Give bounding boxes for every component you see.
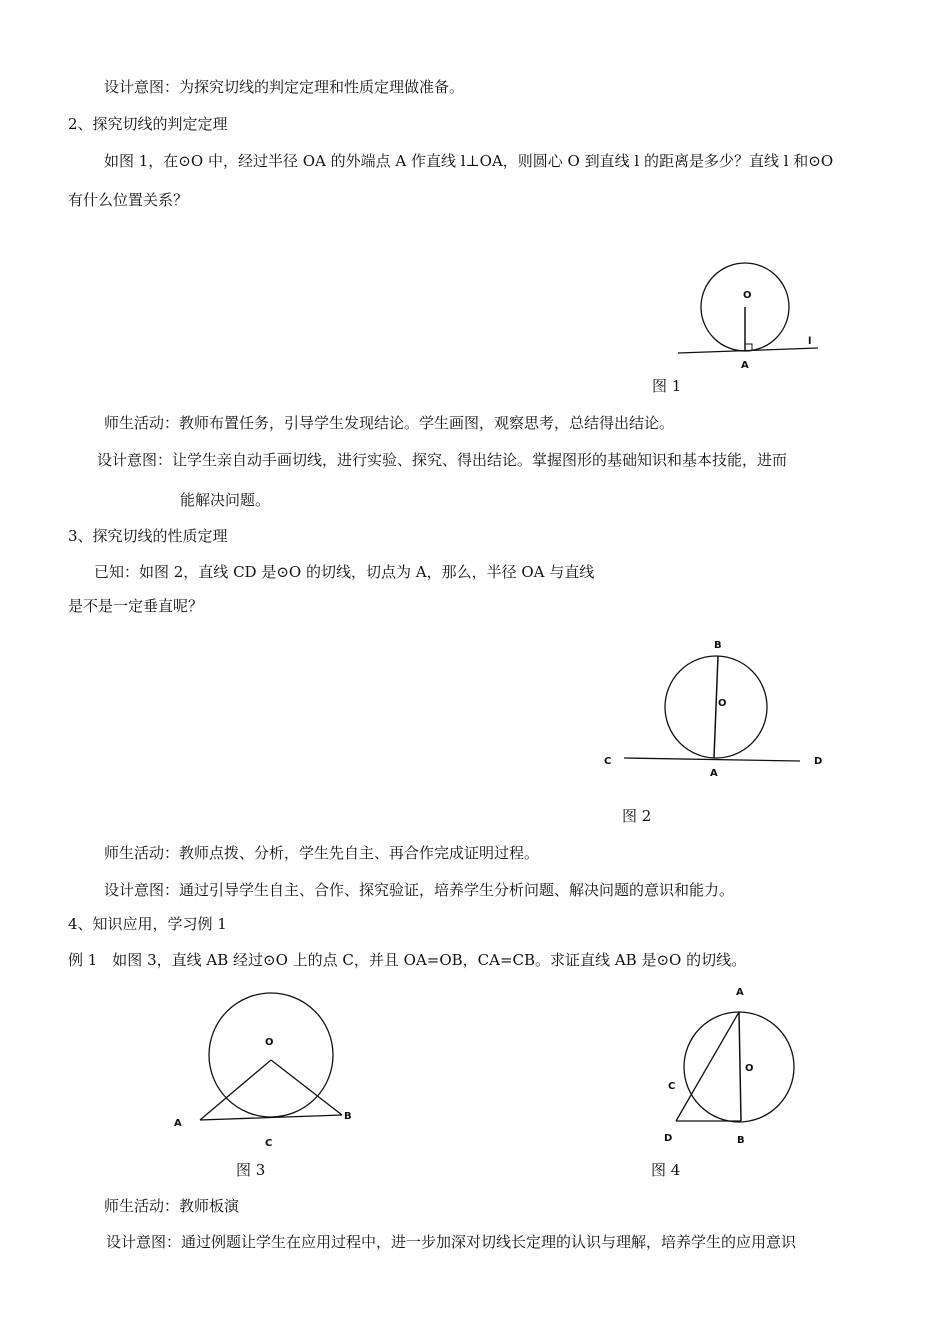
fig2-label-o: O xyxy=(718,698,727,709)
paragraph-known-fig2-cont: 是不是一定垂直呢？ xyxy=(68,597,204,615)
paragraph-question-fig1-cont: 有什么位置关系？ xyxy=(68,191,189,209)
paragraph-design-intent-3: 设计意图：通过引导学生自主、合作、探究验证，培养学生分析问题、解决问题的意识和能力。 xyxy=(104,881,735,899)
paragraph-known-fig2: 已知：如图 2，直线 CD 是⊙O 的切线，切点为 A，那么，半径 OA 与直线 xyxy=(94,563,595,581)
figure-3-caption: 图 3 xyxy=(236,1161,266,1179)
figure-2-diagram xyxy=(600,634,830,779)
fig3-label-c: C xyxy=(265,1138,273,1149)
paragraph-activity-1: 师生活动：教师布置任务，引导学生发现结论。学生画图，观察思考，总结得出结论。 xyxy=(104,414,675,432)
fig3-label-o: O xyxy=(265,1037,274,1048)
fig4-label-c: C xyxy=(668,1081,676,1092)
fig3-label-b: B xyxy=(344,1111,352,1122)
paragraph-activity-2: 师生活动：教师点拨、分析，学生先自主、再合作完成证明过程。 xyxy=(104,844,540,862)
paragraph-design-intent-4: 设计意图：通过例题让学生在应用过程中，进一步加深对切线长定理的认识与理解，培养学生的应用意识 xyxy=(106,1233,797,1251)
paragraph-activity-3: 师生活动：教师板演 xyxy=(104,1197,240,1215)
fig2-label-c: C xyxy=(604,756,612,767)
paragraph-design-intent-2: 设计意图：让学生亲自动手画切线，进行实验、探究、得出结论。掌握图形的基础知识和基本技能，进而 xyxy=(97,451,788,469)
figure-1-diagram xyxy=(670,262,830,372)
section-heading-3: 3、探究切线的性质定理 xyxy=(68,527,228,545)
paragraph-question-fig1: 如图 1，在⊙O 中，经过半径 OA 的外端点 A 作直线 l⊥OA，则圆心 O 到直线 l 的距离是多少？直线 l 和⊙O xyxy=(104,152,834,170)
fig2-label-a: A xyxy=(710,768,718,779)
fig1-label-a: A xyxy=(741,360,749,371)
fig4-label-a: A xyxy=(736,987,744,998)
figure-3-diagram xyxy=(170,995,370,1155)
figure-4-caption: 图 4 xyxy=(651,1161,681,1179)
figure-2-caption: 图 2 xyxy=(622,807,652,825)
fig1-label-o: O xyxy=(743,290,752,301)
fig2-label-d: D xyxy=(814,756,823,767)
fig3-label-a: A xyxy=(174,1118,182,1129)
section-heading-2: 2、探究切线的判定定理 xyxy=(68,115,228,133)
figure-1-caption: 图 1 xyxy=(652,377,682,395)
paragraph-design-intent-1: 设计意图：为探究切线的判定定理和性质定理做准备。 xyxy=(104,78,465,96)
fig1-label-l: l xyxy=(808,336,812,347)
figure-4-diagram xyxy=(660,985,780,1150)
fig2-label-b: B xyxy=(714,640,722,651)
fig4-label-b: B xyxy=(737,1135,745,1146)
fig4-label-o: O xyxy=(745,1063,754,1074)
section-heading-4: 4、知识应用，学习例 1 xyxy=(68,915,227,933)
paragraph-design-intent-2-cont: 能解决问题。 xyxy=(180,491,271,509)
fig4-label-d: D xyxy=(664,1133,673,1144)
paragraph-example-1: 例 1 如图 3，直线 AB 经过⊙O 上的点 C，并且 OA=OB，CA=CB。求证直线 AB 是⊙O 的切线。 xyxy=(68,951,747,969)
